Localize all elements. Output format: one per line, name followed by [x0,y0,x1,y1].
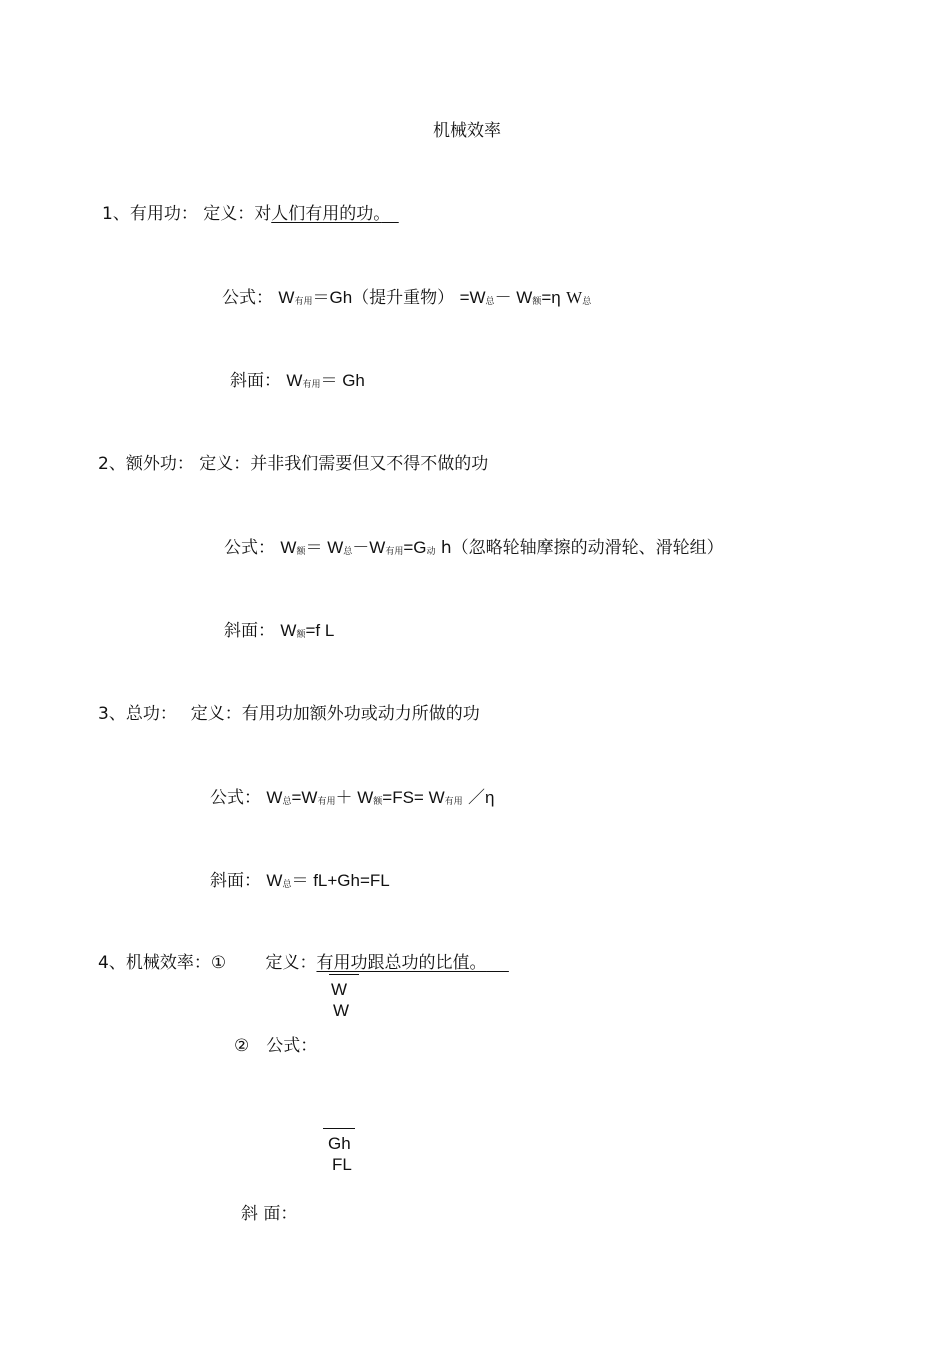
incline-label: 斜 面： [241,1204,298,1224]
section-2-def-text: 并非我们需要但又不得不做的功 [250,454,489,474]
section-2-formula: 公式： W额＝ W总－W有用=G动 h（忽略轮轴摩擦的动滑轮、滑轮组） [224,538,724,558]
incline-label: 斜面： [230,371,281,391]
section-2-heading: 2、额外功 [98,454,177,474]
section-3-heading: 3、总功 [98,704,160,724]
section-4-definition [98,952,509,974]
fraction-bar-incline [323,1128,355,1129]
section-4-incline [241,1203,297,1225]
section-1-formula: 公式： W有用＝Gh（提升重物） =W总－ W额=η W总 [222,288,592,308]
formula-label: ② 公式： [234,1036,318,1056]
section-4-def-text: 有用功跟总功的比值。 [316,953,487,973]
formula-label: 公式： [224,538,275,558]
fraction-denominator: FL [332,1155,352,1174]
section-3-def-text: 有用功加额外功或动力所做的功 [241,704,480,724]
section-4-formula [234,1035,317,1057]
section-1-heading: 1、有用功 [102,204,181,224]
formula-note: （提升重物） [352,288,455,308]
section-1-incline: 斜面： W有用＝ Gh [230,371,365,391]
section-4-heading: 4、机械效率：① [98,953,227,973]
fraction-numerator: Gh [328,1134,351,1153]
section-2-definition: 2、额外功： 定义：并非我们需要但又不得不做的功 [98,454,489,474]
incline-label: 斜面： [224,621,275,641]
section-3-formula: 公式： W总=W有用＋ W额=FS= W有用 ／η [210,788,495,808]
section-3-def-label: 定义： [190,704,242,724]
incline-label: 斜面： [210,871,261,891]
section-1-def-text: 人们有用的功。 [271,204,382,224]
formula-label: 公式： [210,788,261,808]
section-3-definition: 3、总功： 定义：有用功加额外功或动力所做的功 [98,704,480,724]
fraction-numerator: W [331,980,348,999]
formula-label: 公式： [222,288,273,308]
section-1-definition: 1、有用功： 定义：对人们有用的功。 [102,204,382,224]
section-1-def-label: 定义：对 [203,204,272,224]
fraction-denominator: W [333,1001,350,1020]
section-2-incline: 斜面： W额=f L [224,621,335,641]
page-title: 机械效率 [433,121,501,141]
section-2-def-label: 定义： [199,454,251,474]
fraction-bar-efficiency [329,974,359,975]
section-4-def-label: 定义： [265,953,317,973]
section-3-incline: 斜面： W总＝ fL+Gh=FL [210,871,390,891]
